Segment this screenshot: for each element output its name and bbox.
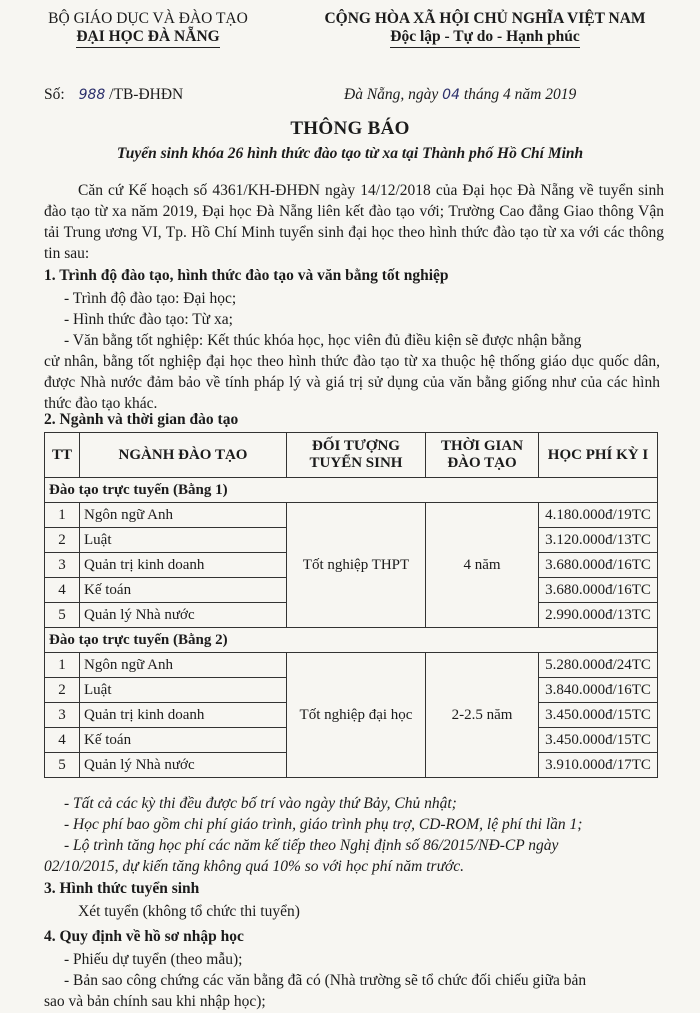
university-name: ĐẠI HỌC ĐÀ NẴNG [76,28,219,48]
section2-heading: 2. Ngành và thời gian đào tạo [44,411,239,428]
section3-heading: 3. Hình thức tuyển sinh [44,880,200,897]
section4-line2-cont: sao và bản chính sau khi nhập học); [44,993,266,1010]
table-row: 1 Ngôn ngữ Anh Tốt nghiệp đại học 2-2.5 năm 5.280.000đ/24TC [45,653,658,678]
table-row: 2 Luật 3.840.000đ/16TC [45,678,658,703]
col-header-tt: TT [45,433,80,478]
intro-paragraph: Căn cứ Kế hoạch số 4361/KH-ĐHĐN ngày 14/12/2018 của Đại học Đà Nẵng về tuyển sinh đào tạo từ xa năm 2019, Đại học Đà Nẵng liên kết đào tạo với; Trường Cao đẳng Giao thông Vận tải Trung ương VI, Tp. Hồ Chí Minh tuyển sinh đại học theo hình thức đào tạo từ xa với các thông tin sau: [44,182,664,262]
group1-label: Đào tạo trực tuyến (Bằng 1) [45,478,658,503]
table-row: 5 Quản lý Nhà nước 2.990.000đ/13TC [45,603,658,628]
group2-duration: 2-2.5 năm [426,653,539,778]
note-3-cont: 02/10/2015, dự kiến tăng không quá 10% so với học phí năm trước. [44,858,465,875]
national-heading [288,10,682,48]
group2-label: Đào tạo trực tuyến (Bằng 2) [45,628,658,653]
group2-target: Tốt nghiệp đại học [287,653,426,778]
group1-duration: 4 năm [426,503,539,628]
section1-line1: - Trình độ đào tạo: Đại học; [64,290,237,307]
table-row: 2 Luật 3.120.000đ/13TC [45,528,658,553]
republic-name: CỘNG HÒA XÃ HỘI CHỦ NGHĨA VIỆT NAM [324,10,646,27]
table-row: 3 Quản trị kinh doanh 3.680.000đ/16TC [45,553,658,578]
handwritten-day: 04 [442,87,460,103]
section3-line1: Xét tuyển (không tổ chức thi tuyển) [78,903,300,920]
note-3: - Lộ trình tăng học phí các năm kế tiếp theo Nghị định số 86/2015/NĐ-CP ngày [64,837,559,854]
group-row [45,478,658,503]
section4-line2: - Bản sao công chứng các văn bằng đã có (Nhà trường sẽ tổ chức đối chiếu giữa bản [64,972,587,989]
issuer-block [18,10,278,48]
section1-line3-cont: cử nhân, bằng tốt nghiệp đại học theo hình thức đào tạo từ xa thuộc hệ thống giáo dục quốc dân, được Nhà nước đảm bảo về tính pháp lý và giá trị sử dụng của văn bằng giống như của các hình thức đào tạo khác. [44,353,660,412]
col-header-major: NGÀNH ĐÀO TẠO [80,433,287,478]
table-row: 4 Kế toán 3.680.000đ/16TC [45,578,658,603]
document-number: Số: 988 /TB-ĐHĐN [44,86,184,103]
document-title: THÔNG BÁO [290,118,410,139]
section1-heading: 1. Trình độ đào tạo, hình thức đào tạo và văn bằng tốt nghiệp [44,267,449,284]
section4-heading: 4. Quy định về hồ sơ nhập học [44,928,244,945]
col-header-duration: THỜI GIAN ĐÀO TẠO [426,433,539,478]
table-row: 4 Kế toán 3.450.000đ/15TC [45,728,658,753]
handwritten-number: 988 [78,87,106,103]
document-subtitle: Tuyển sinh khóa 26 hình thức đào tạo từ xa tại Thành phố Hồ Chí Minh [116,145,584,162]
table-header-row [45,433,658,478]
col-header-fee: HỌC PHÍ KỲ I [539,433,658,478]
note-1: - Tất cả các kỳ thi đều được bố trí vào ngày thứ Bảy, Chủ nhật; [64,795,457,812]
table-row: 3 Quản trị kinh doanh 3.450.000đ/15TC [45,703,658,728]
group-row [45,628,658,653]
note-2: - Học phí bao gồm chi phí giáo trình, giáo trình phụ trợ, CD-ROM, lệ phí thi lần 1; [64,816,583,833]
ministry-name: BỘ GIÁO DỤC VÀ ĐÀO TẠO [48,10,248,27]
section1-line3: - Văn bằng tốt nghiệp: Kết thúc khóa học, học viên đủ điều kiện sẽ được nhận bằng [64,332,582,349]
section1-line2: - Hình thức đào tạo: Từ xa; [64,311,233,328]
program-fee-table [44,432,658,778]
table-row: 1 Ngôn ngữ Anh Tốt nghiệp THPT 4 năm 4.180.000đ/19TC [45,503,658,528]
national-motto: Độc lập - Tự do - Hạnh phúc [390,28,579,48]
group1-target: Tốt nghiệp THPT [287,503,426,628]
section4-line1: - Phiếu dự tuyển (theo mẫu); [64,951,243,968]
table-row: 5 Quản lý Nhà nước 3.910.000đ/17TC [45,753,658,778]
issue-date: Đà Nẵng, ngày 04 tháng 4 năm 2019 [344,86,577,103]
col-header-target: ĐỐI TƯỢNG TUYỂN SINH [287,433,426,478]
